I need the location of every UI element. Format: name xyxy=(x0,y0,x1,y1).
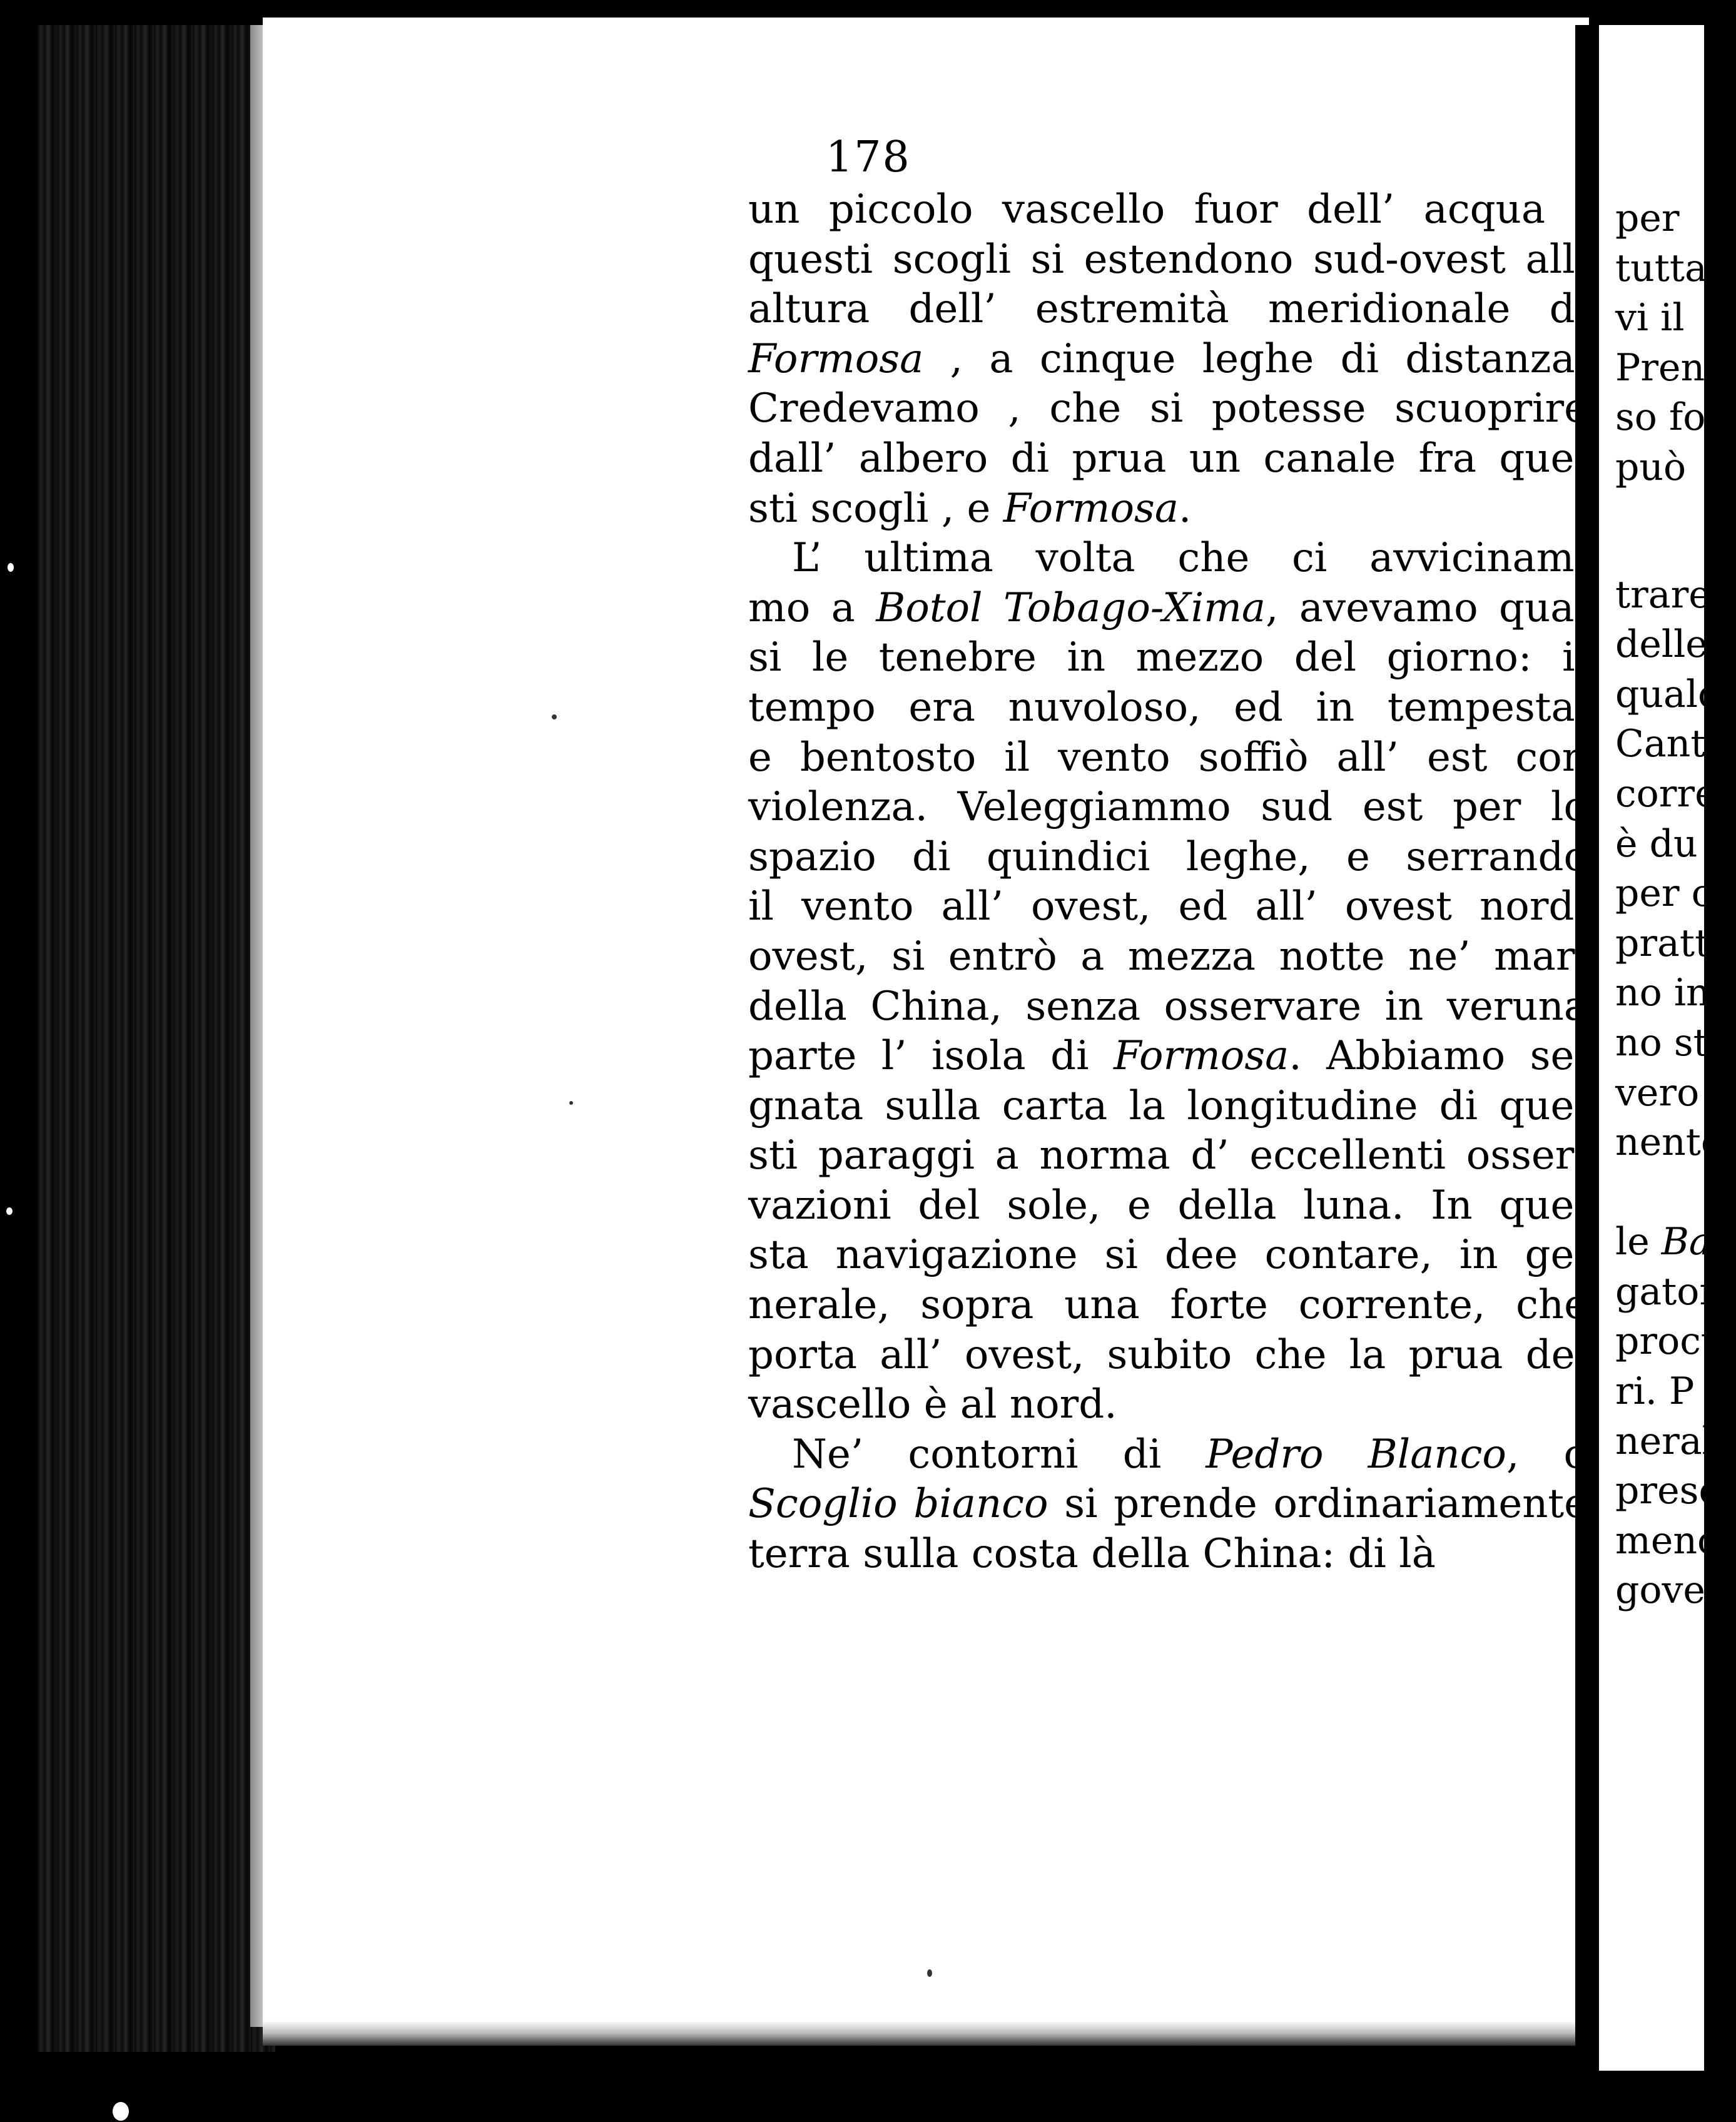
text-span: L’ ultima volta che ci avvicinam- xyxy=(792,535,1588,582)
right-page-text xyxy=(1615,194,1736,1616)
right-page-line: ri. P xyxy=(1615,1369,1695,1414)
text-line xyxy=(748,1082,1588,1132)
right-page-line: delle xyxy=(1615,622,1708,667)
page-dust xyxy=(569,1101,573,1105)
right-page-line: pratti xyxy=(1615,921,1722,965)
right-page-line xyxy=(1615,1217,1715,1267)
text-line xyxy=(748,783,1588,833)
text-line xyxy=(748,1131,1588,1181)
text-span: vascello è al nord. xyxy=(748,1381,1117,1428)
text-line xyxy=(748,584,1588,634)
text-line xyxy=(748,285,1588,335)
text-line xyxy=(748,633,1588,683)
text-span: le xyxy=(1615,1220,1662,1264)
right-page-line: Canto xyxy=(1615,722,1728,766)
page-bottom-edge xyxy=(263,2021,1583,2046)
right-page-line: gover xyxy=(1615,1568,1723,1613)
text-span: , o xyxy=(1506,1431,1588,1478)
text-line xyxy=(748,384,1588,434)
text-span: e bentosto il vento soffiò all’ est con xyxy=(748,734,1588,781)
right-page-line: nerale xyxy=(1615,1419,1736,1463)
text-span: spazio di quindici leghe, e serrando xyxy=(748,833,1588,880)
right-page-line xyxy=(1615,1168,1715,1218)
scan-speck xyxy=(8,563,14,572)
text-line xyxy=(748,1331,1588,1381)
text-line xyxy=(748,1430,1588,1480)
text-span: vazioni del sole, e della luna. In que- xyxy=(748,1182,1588,1229)
right-page-line: no st xyxy=(1615,1020,1708,1065)
text-span: dall’ albero di prua un canale fra que- xyxy=(748,435,1588,482)
text-line xyxy=(748,833,1588,883)
text-span: ovest, si entrò a mezza notte ne’ mari xyxy=(748,933,1588,980)
scan-speck xyxy=(113,2102,129,2121)
text-span: gnata sulla carta la longitudine di que- xyxy=(748,1082,1588,1129)
text-line xyxy=(748,683,1588,733)
text-span: sta navigazione si dee contare, in ge- xyxy=(748,1232,1588,1279)
page-dust xyxy=(552,714,557,719)
text-span: tempo era nuvoloso, ed in tempesta, xyxy=(748,684,1588,731)
text-span: si le tenebre in mezzo del giorno: il xyxy=(748,634,1588,681)
page-dust xyxy=(927,1969,932,1977)
italic-text: Scoglio bianco xyxy=(748,1481,1048,1528)
text-span: altura dell’ estremità meridionale di xyxy=(748,286,1588,333)
right-page-line: trare xyxy=(1615,572,1711,617)
text-span: questi scogli si estendono sud-ovest all’ xyxy=(748,236,1588,283)
text-span: sti paraggi a norma d’ eccellenti osser- xyxy=(748,1132,1588,1179)
page-number: 178 xyxy=(826,133,911,182)
text-line xyxy=(748,484,1588,534)
right-page-line: per c xyxy=(1615,871,1713,916)
text-line xyxy=(748,882,1588,932)
text-span: un piccolo vascello fuor dell’ acqua : xyxy=(748,186,1588,233)
text-line xyxy=(748,335,1588,385)
right-page-line: per xyxy=(1615,196,1680,240)
text-line xyxy=(748,235,1588,285)
right-page-line: vi il xyxy=(1615,296,1685,340)
right-page-gap xyxy=(1615,493,1715,571)
text-line xyxy=(748,1530,1588,1580)
text-span: sti scogli , e xyxy=(748,485,1003,532)
text-line xyxy=(748,434,1588,484)
book-spine xyxy=(38,25,275,2052)
text-line xyxy=(748,1032,1588,1082)
text-span: parte l’ isola di xyxy=(748,1033,1114,1080)
right-page-line: no in xyxy=(1615,971,1710,1015)
text-span: Credevamo , che si potesse scuoprire xyxy=(748,385,1588,432)
text-span: , a cinque leghe di distanza. xyxy=(923,335,1588,382)
text-span: si prende ordinariamente xyxy=(1048,1481,1588,1528)
right-page-line: Prend xyxy=(1615,345,1729,390)
right-page-line: preso xyxy=(1615,1469,1722,1513)
text-span: mo a xyxy=(748,584,876,631)
text-span: terra sulla costa della China: di là xyxy=(748,1531,1436,1578)
text-line xyxy=(748,1480,1588,1530)
text-span: , avevamo qua- xyxy=(1266,584,1588,631)
italic-text: Formosa xyxy=(748,335,924,382)
body-text xyxy=(748,185,1588,1580)
text-span: nerale, sopra una forte corrente, che xyxy=(748,1282,1588,1329)
text-line xyxy=(748,534,1588,584)
italic-text: Formosa xyxy=(1003,485,1179,532)
text-span: . xyxy=(1179,485,1192,532)
text-span: porta all’ ovest, subito che la prua del xyxy=(748,1331,1588,1378)
right-page-line: nente xyxy=(1615,1120,1723,1165)
italic-text: Formosa xyxy=(1114,1033,1289,1080)
right-page-line: gator xyxy=(1615,1269,1718,1314)
right-page-line: meno xyxy=(1615,1518,1720,1563)
text-span: il vento all’ ovest, ed all’ ovest nord- xyxy=(748,883,1588,930)
text-line xyxy=(748,1231,1588,1281)
italic-text: Pedro Blanco xyxy=(1206,1431,1506,1478)
right-page-line: è du xyxy=(1615,821,1698,866)
text-span: Ne’ contorni di xyxy=(792,1431,1206,1478)
text-span: . Abbiamo se- xyxy=(1289,1033,1588,1080)
right-page-line: corre xyxy=(1615,771,1717,816)
right-page-line: so fo xyxy=(1615,395,1706,440)
text-line xyxy=(748,185,1588,235)
italic-text: Botol Tobago-Xima xyxy=(876,584,1266,631)
text-line xyxy=(748,1380,1588,1430)
text-line xyxy=(748,1281,1588,1331)
text-span: della China, senza osservare in veruna xyxy=(748,983,1588,1030)
text-line xyxy=(748,932,1588,982)
right-page-line: può xyxy=(1615,445,1687,489)
right-page-line: procu xyxy=(1615,1319,1725,1364)
italic-text: Ba xyxy=(1661,1220,1712,1264)
right-page-line: qualc xyxy=(1615,672,1719,716)
text-line xyxy=(748,733,1588,783)
scan-speck xyxy=(6,1207,13,1215)
right-page-line: vero xyxy=(1615,1070,1700,1115)
text-line xyxy=(748,1181,1588,1231)
text-line xyxy=(748,982,1588,1032)
right-page-line: tutta xyxy=(1615,246,1707,290)
text-span: violenza. Veleggiammo sud est per lo xyxy=(748,784,1588,831)
